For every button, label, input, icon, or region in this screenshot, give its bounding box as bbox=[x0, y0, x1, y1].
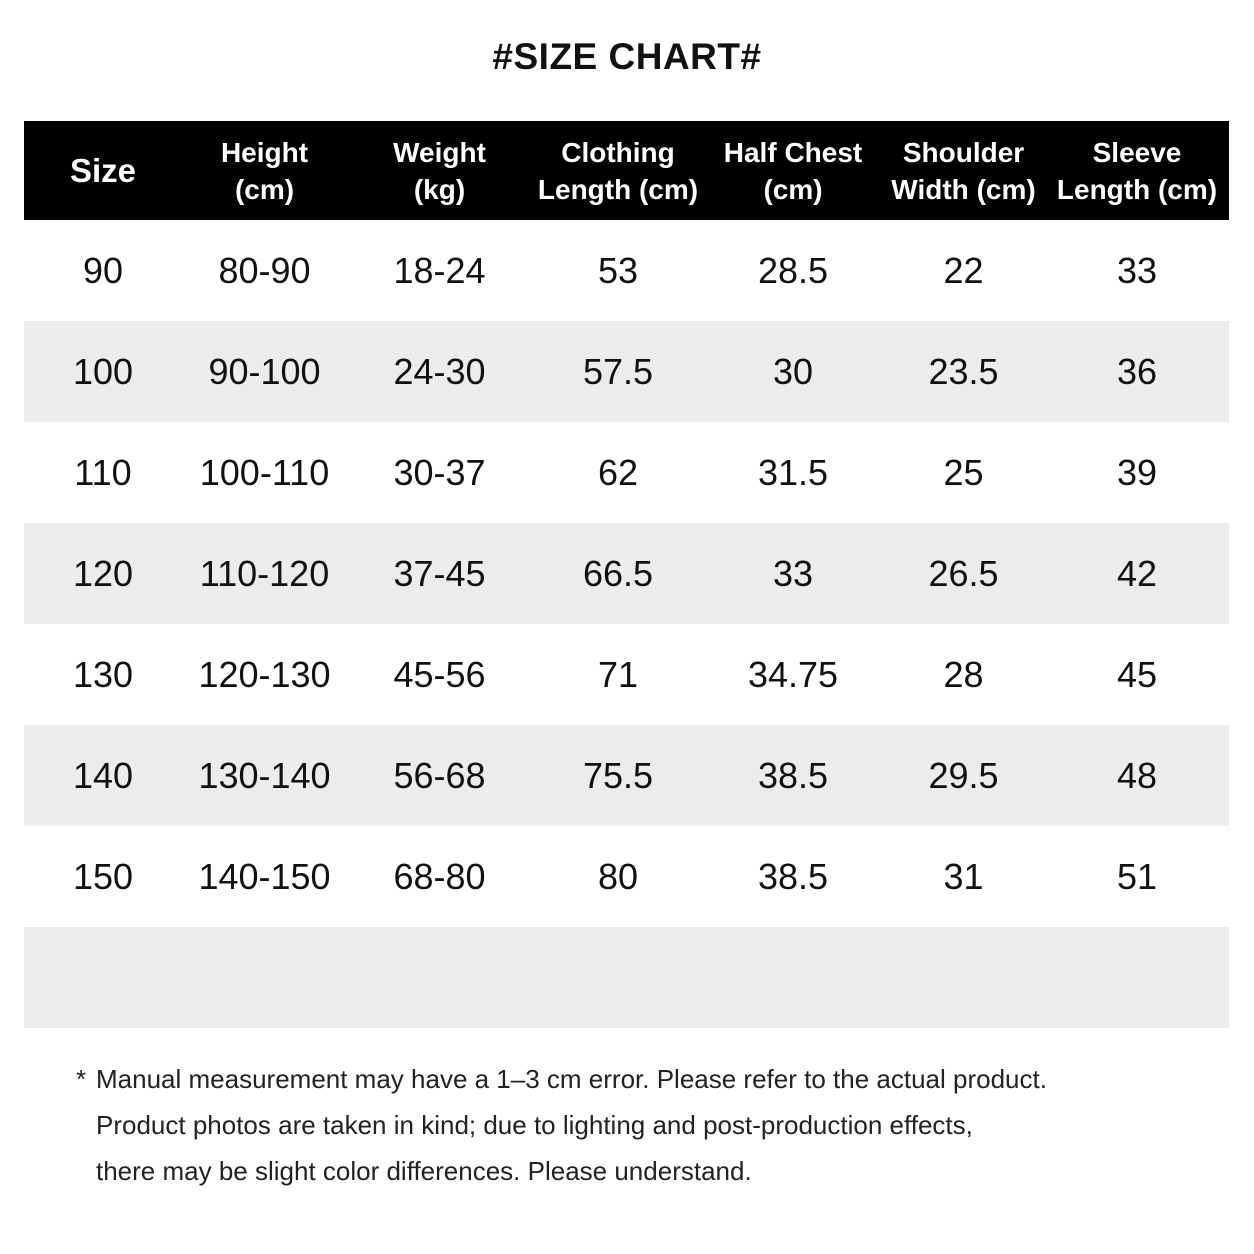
cell-clothing-length bbox=[532, 927, 704, 1028]
table-row bbox=[24, 927, 1229, 1028]
table-header-row bbox=[24, 121, 1229, 220]
cell-size bbox=[24, 927, 182, 1028]
header-weight: Weight (kg) bbox=[393, 136, 486, 205]
cell-half-chest: 34.75 bbox=[747, 653, 839, 695]
header-height: Height (cm) bbox=[220, 136, 309, 205]
cell-half-chest: 33 bbox=[772, 552, 814, 594]
cell-shoulder-width: 22 bbox=[943, 249, 984, 291]
cell-sleeve-length bbox=[1045, 927, 1229, 1028]
cell-clothing-length: 71 bbox=[597, 653, 639, 695]
cell-size: 90 bbox=[82, 249, 124, 291]
table-row bbox=[24, 725, 1229, 826]
note-line: Manual measurement may have a 1–3 cm error. Please refer to the actual product. bbox=[96, 1064, 1047, 1094]
cell-shoulder-width: 31 bbox=[943, 855, 984, 897]
cell-half-chest: 38.5 bbox=[757, 855, 829, 897]
cell-sleeve-length: 36 bbox=[1116, 350, 1158, 392]
note-line: there may be slight color differences. Please understand. bbox=[96, 1156, 752, 1186]
cell-shoulder-width: 23.5 bbox=[928, 350, 999, 392]
table-row bbox=[24, 624, 1229, 725]
table-row bbox=[24, 826, 1229, 927]
header-size: Size bbox=[69, 152, 137, 189]
cell-sleeve-length: 33 bbox=[1116, 249, 1158, 291]
cell-height bbox=[182, 927, 347, 1028]
cell-weight: 56-68 bbox=[393, 754, 486, 796]
cell-size: 130 bbox=[72, 653, 134, 695]
cell-clothing-length: 75.5 bbox=[582, 754, 654, 796]
cell-weight: 37-45 bbox=[393, 552, 486, 594]
cell-height: 80-90 bbox=[218, 249, 311, 291]
cell-shoulder-width: 28 bbox=[943, 653, 984, 695]
table-row bbox=[24, 422, 1229, 523]
cell-height: 140-150 bbox=[198, 855, 331, 897]
cell-clothing-length: 53 bbox=[597, 249, 639, 291]
cell-height: 100-110 bbox=[199, 451, 330, 493]
cell-weight: 45-56 bbox=[393, 653, 486, 695]
cell-half-chest: 28.5 bbox=[757, 249, 829, 291]
cell-shoulder-width: 29.5 bbox=[928, 754, 999, 796]
cell-shoulder-width bbox=[882, 927, 1045, 1028]
table-row bbox=[24, 220, 1229, 321]
cell-weight: 68-80 bbox=[393, 855, 486, 897]
cell-sleeve-length: 42 bbox=[1116, 552, 1158, 594]
cell-height: 90-100 bbox=[208, 350, 321, 392]
note-marker: * bbox=[76, 1064, 87, 1094]
note-line: Product photos are taken in kind; due to lighting and post-production effects, bbox=[96, 1110, 973, 1140]
cell-sleeve-length: 39 bbox=[1116, 451, 1158, 493]
cell-size: 100 bbox=[72, 350, 134, 392]
cell-sleeve-length: 51 bbox=[1116, 855, 1158, 897]
cell-height: 130-140 bbox=[198, 754, 331, 796]
cell-height: 120-130 bbox=[198, 653, 331, 695]
size-chart-table bbox=[24, 121, 1229, 1028]
cell-shoulder-width: 26.5 bbox=[928, 552, 999, 594]
cell-shoulder-width: 25 bbox=[943, 451, 984, 493]
cell-weight: 30-37 bbox=[393, 451, 486, 493]
cell-half-chest: 30 bbox=[772, 350, 814, 392]
cell-clothing-length: 62 bbox=[597, 451, 639, 493]
cell-size: 110 bbox=[74, 451, 132, 493]
header-shoulder-width: Shoulder Width (cm) bbox=[891, 136, 1036, 205]
cell-half-chest bbox=[704, 927, 882, 1028]
cell-sleeve-length: 45 bbox=[1116, 653, 1158, 695]
cell-height: 110-120 bbox=[199, 552, 330, 594]
header-half-chest: Half Chest (cm) bbox=[723, 136, 863, 205]
cell-weight: 24-30 bbox=[393, 350, 486, 392]
cell-size: 140 bbox=[72, 754, 134, 796]
notes bbox=[76, 1056, 1206, 1194]
table-row bbox=[24, 321, 1229, 422]
cell-clothing-length: 57.5 bbox=[582, 350, 654, 392]
cell-sleeve-length: 48 bbox=[1116, 754, 1158, 796]
cell-half-chest: 38.5 bbox=[757, 754, 829, 796]
cell-weight: 18-24 bbox=[393, 249, 486, 291]
header-sleeve-length: Sleeve Length (cm) bbox=[1056, 136, 1218, 205]
cell-clothing-length: 80 bbox=[597, 855, 639, 897]
header-clothing-length: Clothing Length (cm) bbox=[537, 136, 699, 205]
cell-weight bbox=[347, 927, 532, 1028]
cell-half-chest: 31.5 bbox=[757, 451, 829, 493]
cell-size: 120 bbox=[72, 552, 134, 594]
cell-size: 150 bbox=[72, 855, 134, 897]
page-title: #SIZE CHART# bbox=[492, 36, 762, 77]
table-row bbox=[24, 523, 1229, 624]
cell-clothing-length: 66.5 bbox=[582, 552, 654, 594]
